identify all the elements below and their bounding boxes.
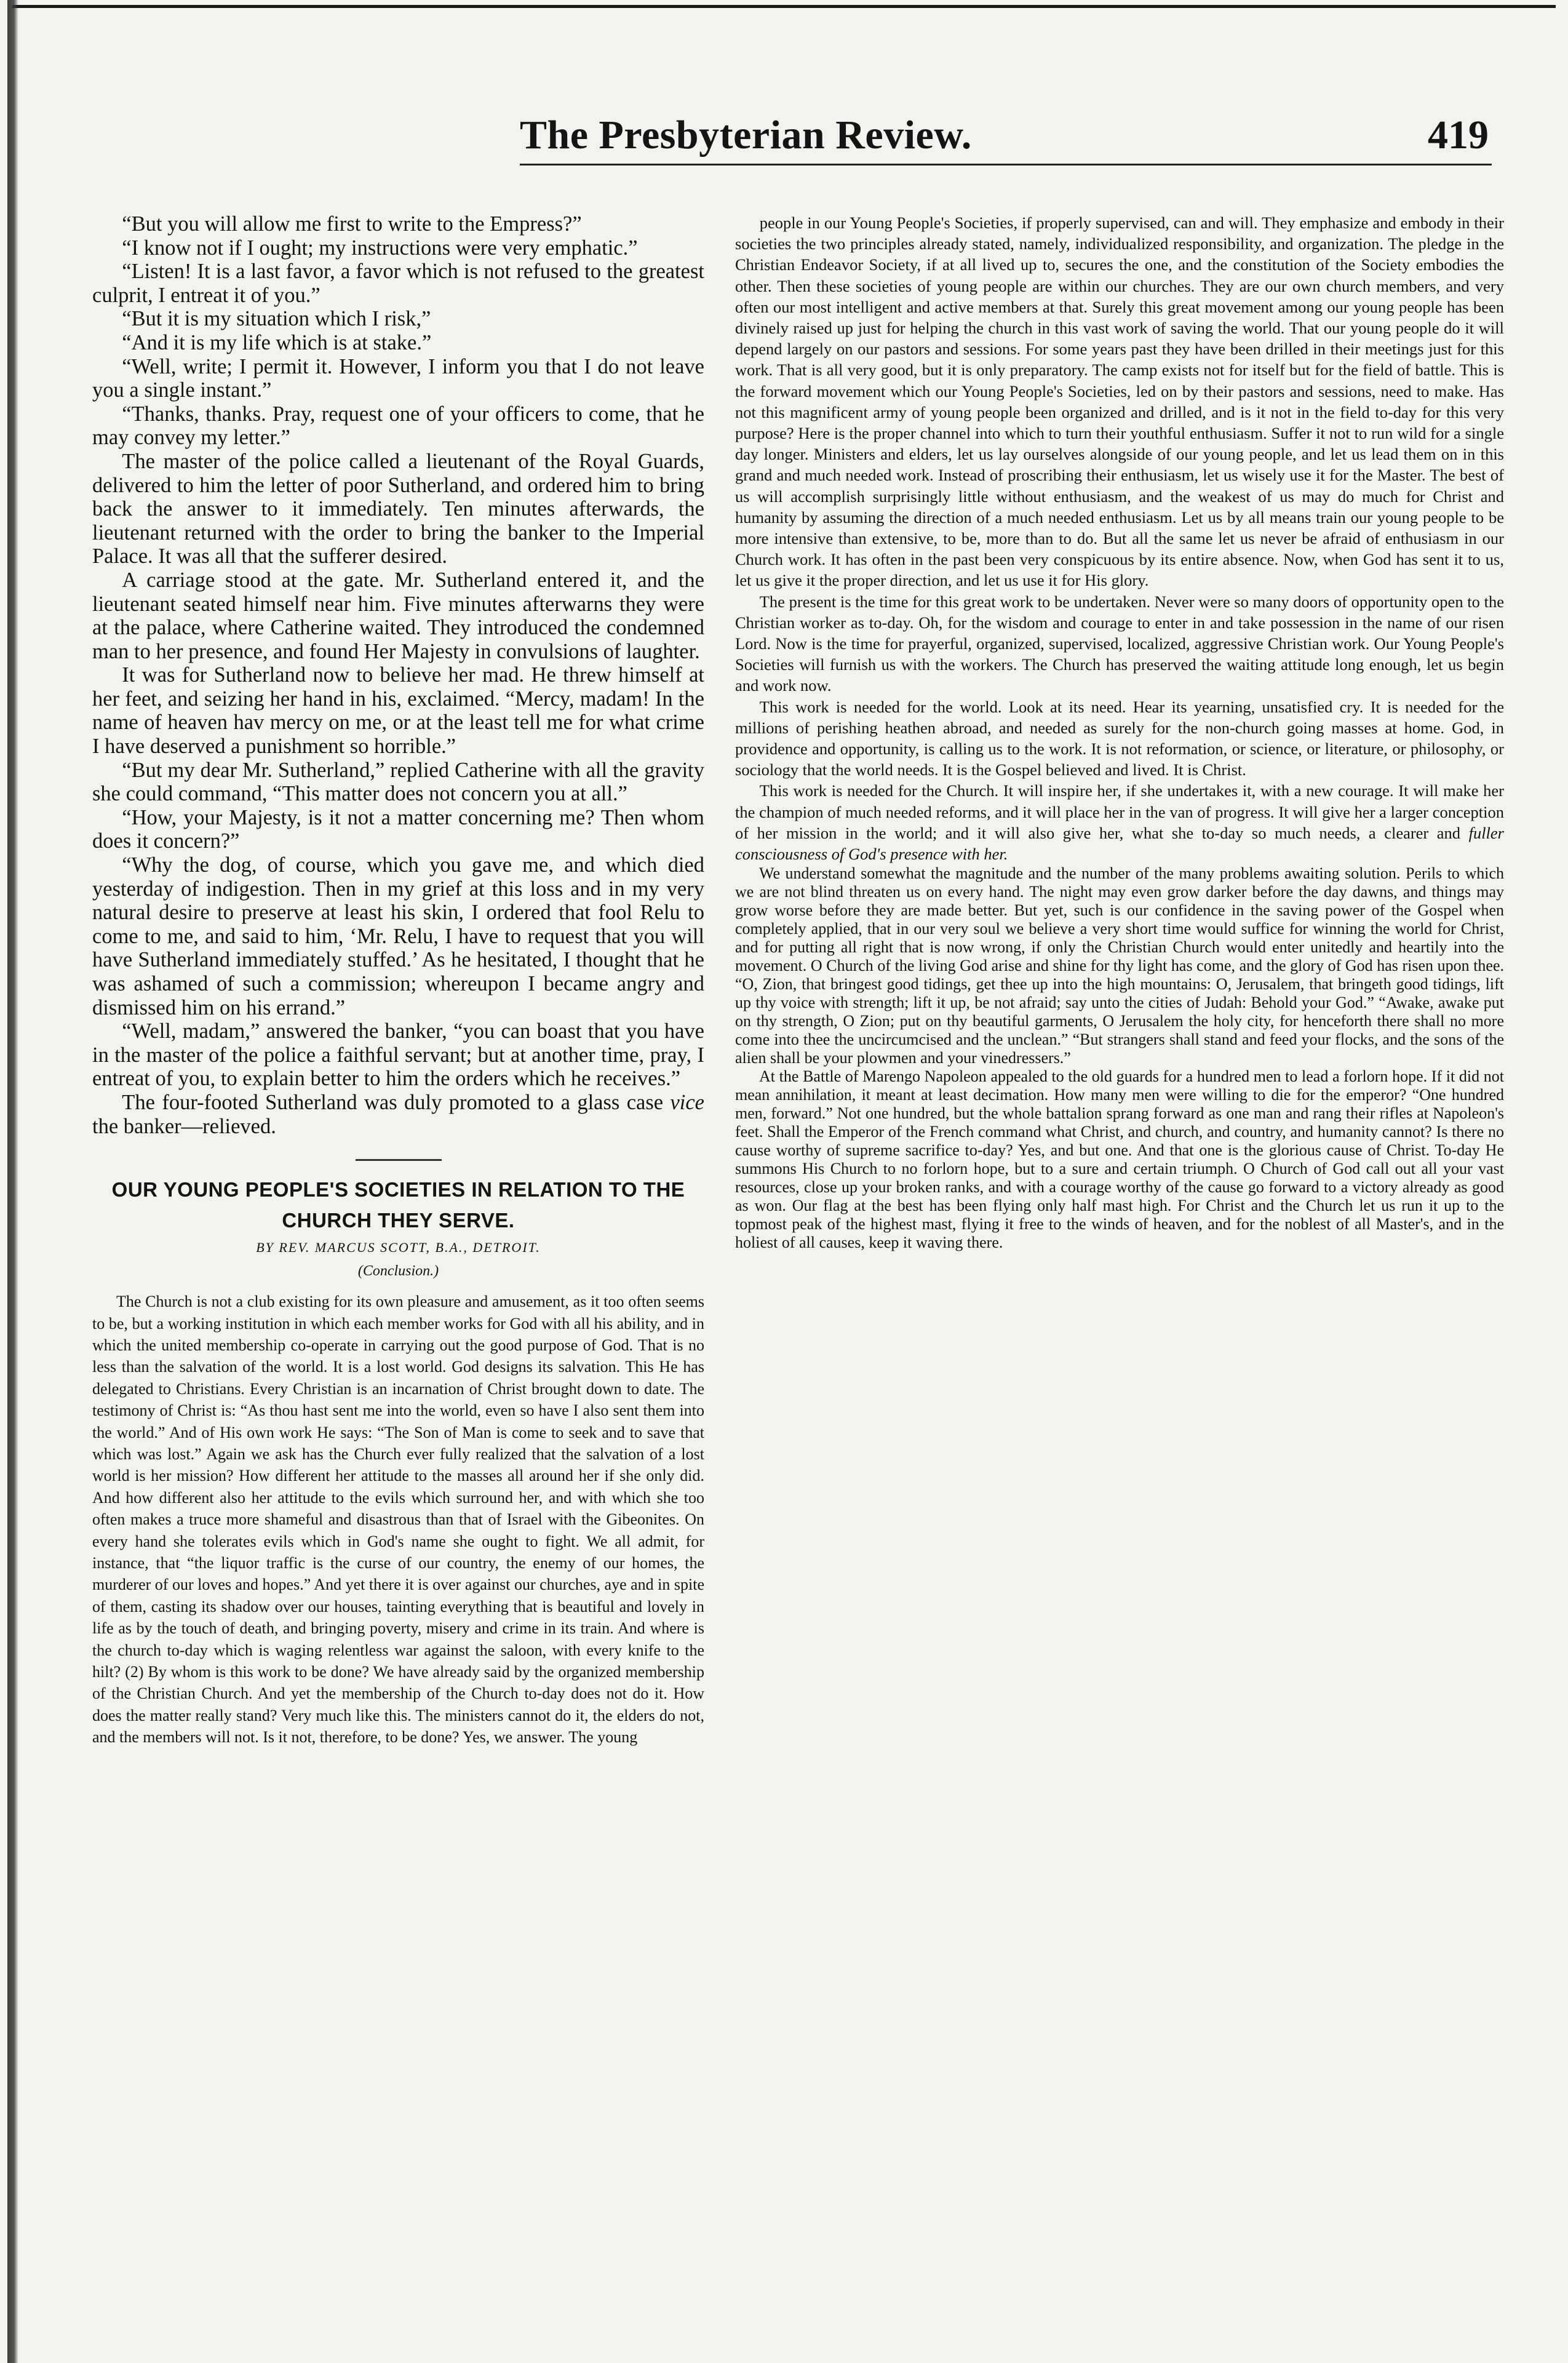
story-paragraph: “Listen! It is a last favor, a favor which is not refused to the greatest culprit, I entreat it of you.” bbox=[92, 260, 704, 307]
church-paragraph-text: This work is needed for the Church. It will inspire her, if she undertakes it, with a new courage. It will make her the champion of much needed reforms, and it will place her in the van of progress. It will give her a larger conception of her mission in the world; and it will also give her, what she to-day so much needs, a clearer and bbox=[735, 781, 1504, 842]
church-paragraph-italic: fuller consciousness of God's presence with her. bbox=[735, 823, 1504, 864]
story-paragraph: “And it is my life which is at stake.” bbox=[122, 330, 432, 354]
final-sentence-italic: vice bbox=[670, 1090, 704, 1114]
final-sentence-start: The four-footed Sutherland was duly promoted to a glass case bbox=[122, 1090, 671, 1114]
story-paragraph: “Well, write; I permit it. However, I inform you that I do not leave you a single instant.” bbox=[92, 354, 704, 402]
article-title: OUR YOUNG PEOPLE'S SOCIETIES IN RELATION TO THE CHURCH THEY SERVE. bbox=[111, 1178, 685, 1232]
article-paragraph: The present is the time for this great work to be undertaken. Never were so many doors of opportunity open to the Christian worker as to-day. Oh, for the wisdom and courage to enter in and take possession in the name of our risen Lord. Now is the time for prayerful, organized, supervised, localized, aggressive Christian work. Our Young People's Societies will furnish us with the workers. The Church has preserved the waiting attitude long enough, let us begin and work now. bbox=[735, 592, 1504, 695]
story-paragraph: The master of the police called a lieutenant of the Royal Guards, delivered to him the letter of poor Sutherland, and ordered him to bring back the answer to it immediately. Ten minutes afterwards, the lieutenant returned with the order to bring the banker to the Imperial Palace. It was all that the sufferer desired. bbox=[92, 449, 704, 568]
left-column bbox=[92, 212, 704, 1748]
story-paragraph: It was for Sutherland now to believe her mad. He threw himself at her feet, and seizing her hand in his, exclaimed. “Mercy, madam! In the name of heaven hav mercy on me, or at the least tell me for what crime I have deserved a punishment so horrible.” bbox=[92, 663, 704, 759]
final-sentence-end: the banker—relieved. bbox=[92, 1114, 276, 1138]
story-paragraph: A carriage stood at the gate. Mr. Sutherland entered it, and the lieutenant seated himself near him. Five minutes afterwarns they were at the palace, where Catherine waited. They introduced the condemned man to her presence, and found Her Majesty in convulsions of laughter. bbox=[92, 568, 704, 663]
top-edge-rule bbox=[12, 5, 1556, 8]
story-paragraph: “How, your Majesty, is it not a matter concerning me? Then whom does it concern?” bbox=[92, 805, 704, 853]
page-header bbox=[520, 112, 1510, 167]
article-paragraph: At the Battle of Marengo Napoleon appealed to the old guards for a hundred men to lead a forlorn hope. If it did not mean annihilation, it meant at least decimation. How many men were willing to die for the emperor? “One hundred men, forward.” Not one hundred, but the whole battalion sprang forward as one man and rang their rifles at Napoleon's feet. Shall the Emperor of the French command what Christ, and church, and country, and humanity cannot? Is there no cause worthy of supreme sacrifice to-day? Yes, and but one. And that one is the glorious cause of Christ. To-day He summons His Church to no forlorn hope, but to a sure and certain triumph. O Church of God call out all your vast resources, close up your broken ranks, and with a courage worthy of the cause go forward to a victory already as good as won. Our flag at the best has been flying only half mast high. For Christ and the Church let us run it up to the topmost peak of the highest mast, flying it free to the winds of heaven, and for the noblest of all Master's, and in the holiest of all causes, keep it waving there. bbox=[735, 1067, 1504, 1252]
story-final-paragraph bbox=[92, 1091, 704, 1138]
story-paragraph: “But you will allow me first to write to the Empress?” bbox=[122, 212, 582, 236]
article-paragraph: The Church is not a club existing for its own pleasure and amusement, as it too often seems to be, but a working institution in which each member works for God with all his ability, and in which the united membership co-operate in carrying out the good purpose of God. That is no less than the salvation of the world. It is a lost world. God designs its salvation. This He has delegated to Christians. Every Christian is an incarnation of Christ brought down to date. The testimony of Christ is: “As thou hast sent me into the world, even so have I also sent them into the world.” And of His own work He says: “The Son of Man is come to seek and to save that which was lost.” Again we ask has the Church ever fully realized that the salvation of a lost world is her mission? How different her attitude to the masses all around her if she only did. And how different also her attitude to the evils which surround her, and with which she too often makes a truce more shameful and disastrous than that of Israel with the Gibeonites. On every hand she tolerates evils which in God's name she ought to fight. We all admit, for instance, that “the liquor traffic is the curse of our country, the enemy of our homes, the murderer of our loves and hopes.” And yet there it is over against our churches, aye and in spite of them, casting its shadow over our houses, tainting everything that is beautiful and lovely in life as by the touch of death, and bringing poverty, misery and crime in its train. And where is the church to-day which is waging relentless war against the saloon, with every knife to the hilt? (2) By whom is this work to be done? We have already said by the organized membership of the Christian Church. And yet the membership of the Church to-day does not do it. How does the matter really stand? Very much like this. The ministers cannot do it, the elders do not, and the members will not. Is it not, therefore, to be done? Yes, we answer. The young bbox=[92, 1293, 704, 1747]
right-column bbox=[735, 212, 1504, 1252]
story-paragraph: “But it is my situation which I risk,” bbox=[122, 307, 431, 331]
article-paragraph: This work is needed for the world. Look at its need. Hear its yearning, unsatisfied cry. It is needed for the millions of perishing heathen abroad, and needed as surely for the non-church going masses at home. God, in providence and opportunity, is calling us to the work. It is not reformation, or science, or literature, or philosophy, or sociology that the world needs. It is the Gospel believed and lived. It is Christ. bbox=[735, 697, 1504, 779]
article-paragraph: people in our Young People's Societies, if properly supervised, can and will. They emphasize and embody in their societies the two principles already stated, namely, individualized responsibility, and organization. The pledge in the Christian Endeavor Society, if at all lived up to, secures the one, and the constitution of the Society embodies the other. Then these societies of young people are within our churches. They are our own church members, and very often our most intelligent and active members at that. Surely this great movement among our young people has been divinely raised up just for helping the church in this vast work of saving the world. That our young people do it will depend largely on our pastors and sessions. For some years past they have been drilled in their meetings just for this work. That is all very good, but it is only preparatory. The camp exists not for itself but for the field of battle. This is the forward movement which our Young People's Societies, led on by their pastors and sessions, need to make. Has not this magnificent army of young people been organized and drilled, and is it not in the field to-day for this very purpose? Here is the proper channel into which to turn their youthful enthusiasm. Suffer it not to run wild for a single day longer. Ministers and elders, let us lay ourselves alongside of our young people, and let us lead them on in this grand and much needed work. Instead of proscribing their enthusiasm, let us wisely use it for the Master. The best of us will accomplish surprisingly little without enthusiasm, and the weakest of us may do much for Christ and humanity by assuming the direction of a much needed enthusiasm. Let us by all means train our young people to be more intensive than extensive, to be, more than to do. But all the same let us never be afraid of enthusiasm in our Church work. It has often in the past been very conspicuous by its entire absence. Now, when God has sent it to us, let us give it the proper direction, and let us use it for His glory. bbox=[735, 213, 1504, 590]
article-paragraph: We understand somewhat the magnitude and the number of the many problems awaiting solution. Perils to which we are not blind threaten us on every hand. The night may even grow darker before the day dawns, and things may grow worse before they are made better. But yet, such is our confidence in the saving power of the Gospel when completely applied, that in our very soul we believe a very short time would suffice for winning the world for Christ, and for putting all right that is now wrong, if only the Christian Church would enter unitedly and heartily into the movement. O Church of the living God arise and shine for thy light has come, and the glory of God has risen upon thee. “O, Zion, that bringest good tidings, get thee up into the high mountains: O, Jerusalem, that bringeth good tidings, lift up thy voice with strength; lift it up, be not afraid; say unto the cities of Judah: Behold your God.” “Awake, awake put on thy strength, O Zion; put on thy beautiful garments, O Jerusalem the holy city, for henceforth there shall no more come into thee the uncircumcised and the unclean.” “But strangers shall stand and feed your flocks, and the sons of the alien shall be your plowmen and your vinedressers.” bbox=[735, 864, 1504, 1067]
running-title: The Presbyterian Review. bbox=[520, 113, 972, 157]
story-paragraph: “I know not if I ought; my instructions were very emphatic.” bbox=[122, 236, 638, 260]
story-paragraph: “Well, madam,” answered the banker, “you can boast that you have in the master of the police a faithful servant; but at another time, pray, I entreat of you, to explain better to him the orders which he receives.” bbox=[92, 1019, 704, 1091]
article-paragraph-church bbox=[735, 780, 1504, 864]
story-paragraph: “But my dear Mr. Sutherland,” replied Catherine with all the gravity she could command, “This matter does not concern you at all.” bbox=[92, 758, 704, 806]
story-paragraph: “Thanks, thanks. Pray, request one of your officers to come, that he may convey my letter.” bbox=[92, 402, 704, 450]
page-number: 419 bbox=[1428, 113, 1489, 157]
article-byline: BY REV. MARCUS SCOTT, B.A., DETROIT. bbox=[256, 1240, 541, 1256]
section-divider bbox=[356, 1159, 442, 1161]
article-continued-note: (Conclusion.) bbox=[357, 1263, 439, 1280]
binding-shadow bbox=[7, 0, 18, 2363]
story-paragraph: “Why the dog, of course, which you gave me, and which died yesterday of indigestion. Then in my grief at this loss and in my very natural desire to preserve at least his skin, I ordered that fool Relu to come to me, and said to him, ‘Mr. Relu, I have to request that you will have Sutherland immediately stuffed.’ As he hesitated, I thought that he was ashamed of such a commission; whereupon I became angry and dismissed him on his errand.” bbox=[92, 853, 704, 1019]
header-rule bbox=[520, 164, 1492, 165]
